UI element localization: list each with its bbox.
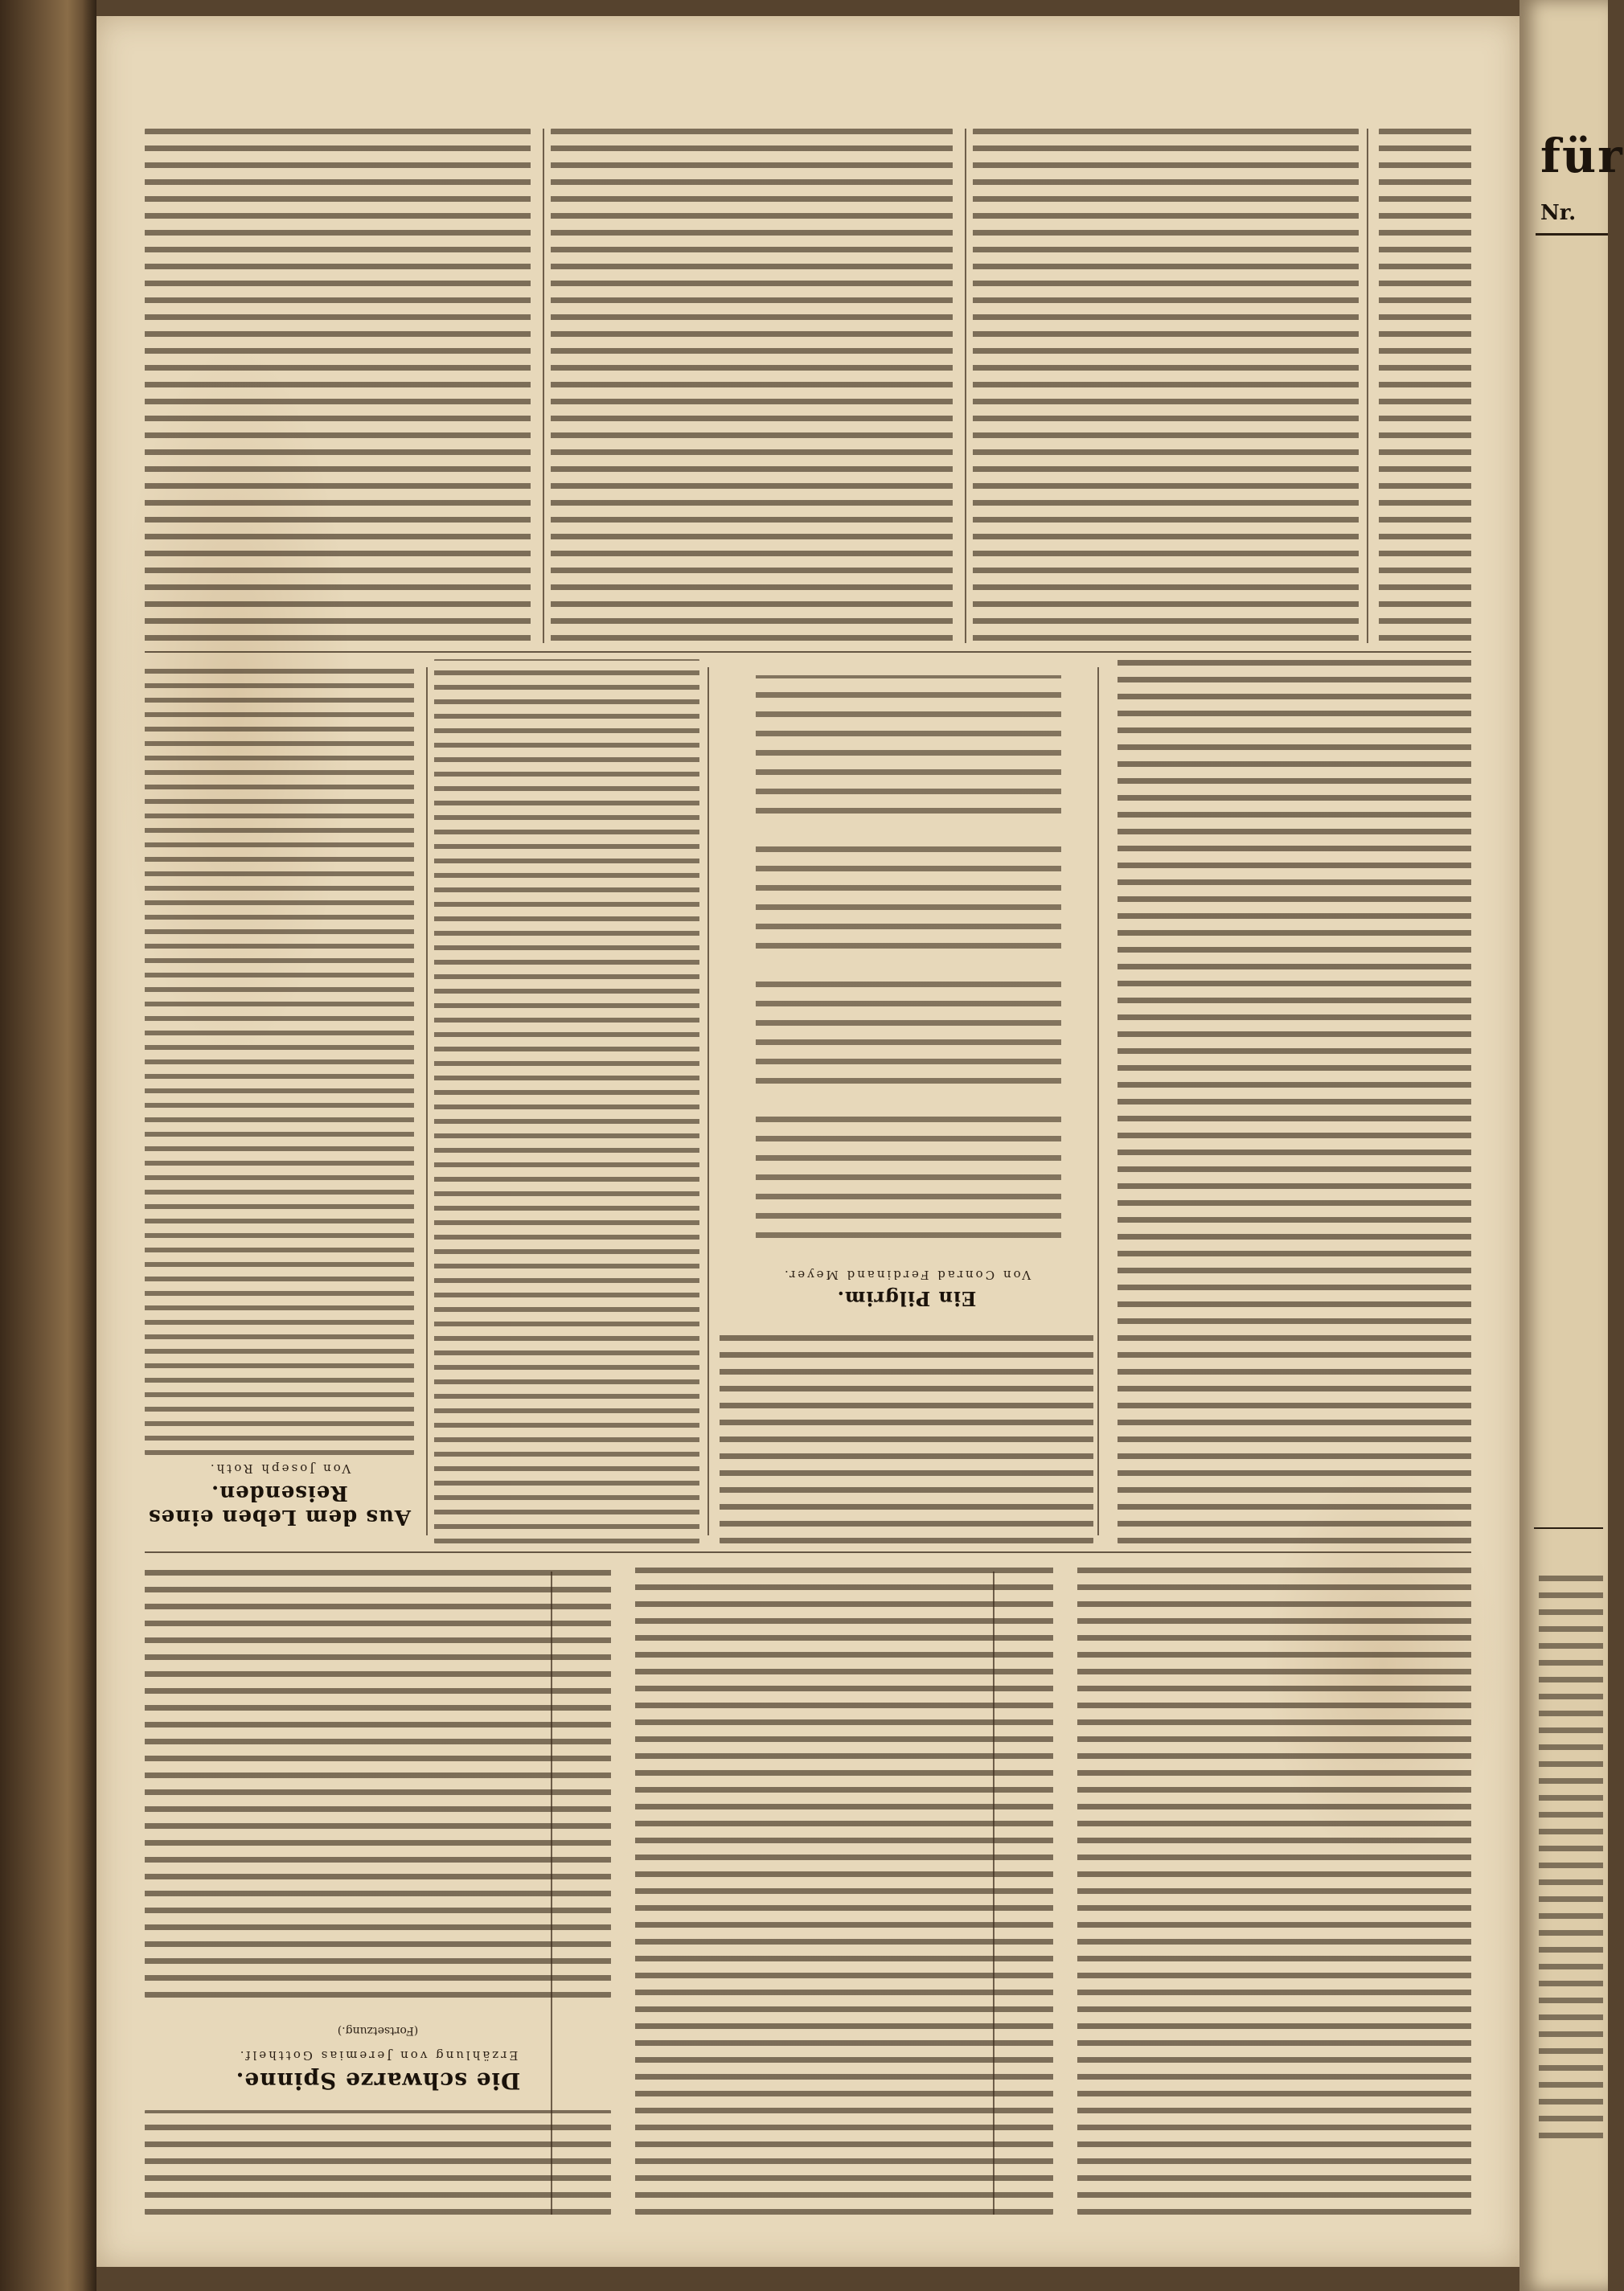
column-divider	[426, 667, 428, 1535]
column-divider	[1367, 129, 1368, 643]
column-divider	[1097, 667, 1099, 1535]
text-column	[1118, 659, 1471, 1543]
text-column	[145, 659, 414, 1455]
text-column	[1077, 1564, 1471, 2215]
article-schwarze-spinne	[145, 1564, 1471, 2215]
section-rule	[145, 651, 1471, 653]
text-column	[145, 1564, 611, 1998]
text-column	[551, 129, 953, 643]
masthead-rule	[1536, 233, 1608, 236]
top-story-columns	[145, 129, 1471, 643]
column-divider	[551, 1572, 552, 2215]
newspaper-page	[96, 16, 1519, 2267]
column-divider	[543, 129, 544, 643]
section-rule	[145, 1551, 1471, 1553]
issue-number-fragment: Nr.	[1540, 201, 1577, 225]
story-title: Die schwarze Spinne.	[235, 2068, 521, 2094]
story-continuation: (Fortsetzung.)	[337, 2024, 419, 2037]
book-spine	[0, 0, 96, 2291]
text-column	[720, 1326, 1093, 1543]
adjacent-page-edge	[1519, 0, 1624, 2291]
text-column	[434, 659, 699, 1543]
story-byline: Erzählung von Jeremias Gotthelf.	[237, 2048, 519, 2063]
column-divider	[707, 667, 709, 1535]
column-divider	[965, 129, 966, 643]
text-column	[1379, 129, 1471, 643]
poem-byline: Von Conrad Ferdinand Meyer.	[781, 1268, 1031, 1282]
article-title: Aus dem Leben eines Reisenden.	[147, 1481, 412, 1529]
text-column	[145, 129, 531, 643]
poem-title: Ein Pilgrim.	[836, 1287, 977, 1310]
text-column	[1539, 1576, 1603, 2138]
article-byline: Von Joseph Roth.	[207, 1461, 351, 1476]
column-divider	[993, 1572, 994, 2215]
text-column	[145, 2110, 611, 2215]
poem-text	[756, 675, 1061, 1238]
article-reisender	[145, 659, 699, 1543]
text-column	[635, 1564, 1053, 2215]
masthead-fragment: für	[1540, 129, 1624, 183]
text-column	[973, 129, 1359, 643]
article-pilgrim	[720, 659, 1471, 1543]
